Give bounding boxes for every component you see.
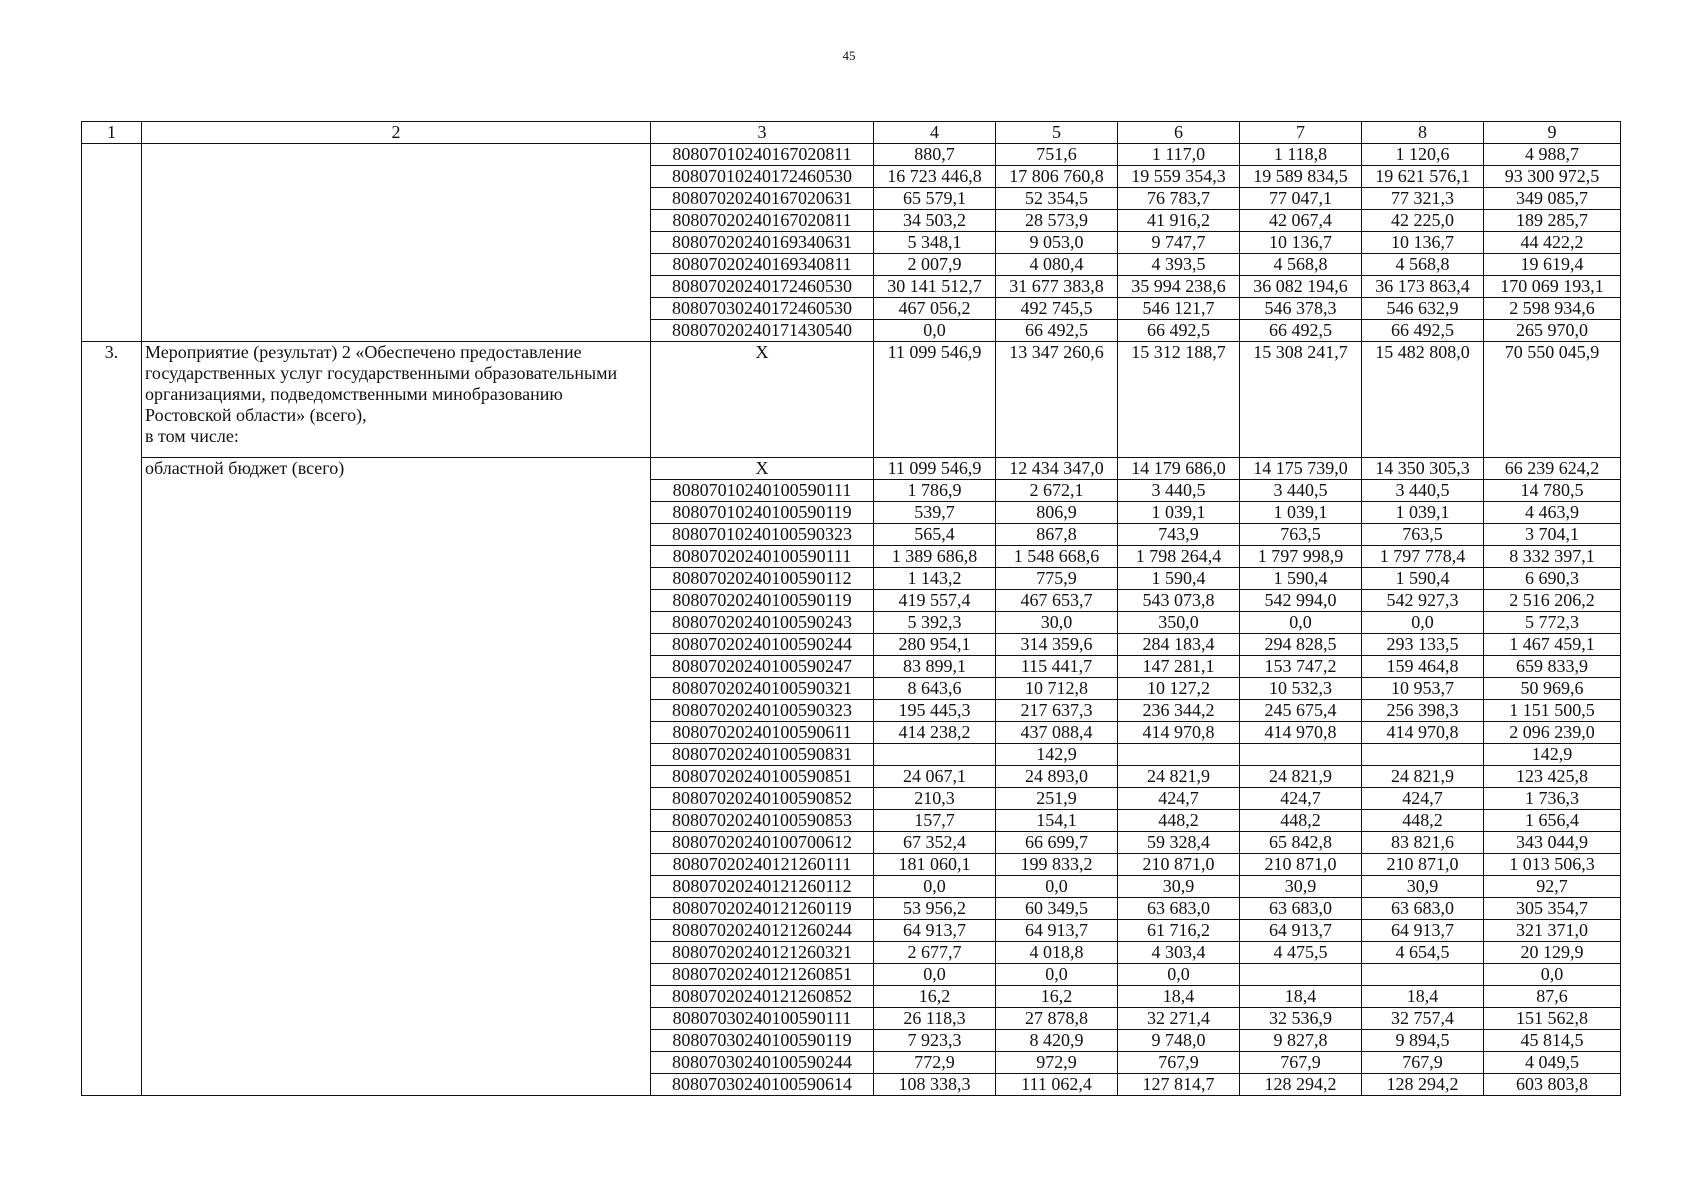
value-cell: 64 913,7 — [1362, 920, 1484, 942]
value-cell: 0,0 — [1118, 964, 1240, 986]
value-cell: 5 348,1 — [874, 232, 996, 254]
value-cell: 2 516 206,2 — [1484, 590, 1621, 612]
value-cell: 34 503,2 — [874, 210, 996, 232]
value-cell — [874, 744, 996, 766]
budget-code-cell: 80807020240121260852 — [651, 986, 874, 1008]
value-cell: 4 303,4 — [1118, 942, 1240, 964]
value-cell: 83 821,6 — [1362, 832, 1484, 854]
value-cell: 210,3 — [874, 788, 996, 810]
value-cell: 414 970,8 — [1362, 722, 1484, 744]
value-cell: 32 271,4 — [1118, 1008, 1240, 1030]
value-cell: 3 440,5 — [1362, 480, 1484, 502]
value-cell: 293 133,5 — [1362, 634, 1484, 656]
value-cell: 265 970,0 — [1484, 320, 1621, 342]
budget-code-cell: 80807020240121260244 — [651, 920, 874, 942]
value-cell: 0,0 — [874, 964, 996, 986]
value-cell: 1 656,4 — [1484, 810, 1621, 832]
value-cell: 7 923,3 — [874, 1030, 996, 1052]
value-cell: 83 899,1 — [874, 656, 996, 678]
column-header: 1 — [82, 122, 142, 144]
budget-code-cell: X — [651, 458, 874, 480]
budget-code-cell: 80807030240100590119 — [651, 1030, 874, 1052]
value-cell: 4 080,4 — [996, 254, 1118, 276]
value-cell: 2 598 934,6 — [1484, 298, 1621, 320]
value-cell: 70 550 045,9 — [1484, 342, 1621, 458]
value-cell: 321 371,0 — [1484, 920, 1621, 942]
value-cell: 437 088,4 — [996, 722, 1118, 744]
value-cell: 424,7 — [1118, 788, 1240, 810]
budget-code-cell: 80807020240100590111 — [651, 546, 874, 568]
value-cell: 1 117,0 — [1118, 144, 1240, 166]
value-cell: 17 806 760,8 — [996, 166, 1118, 188]
value-cell: 419 557,4 — [874, 590, 996, 612]
value-cell: 603 803,8 — [1484, 1074, 1621, 1096]
value-cell: 972,9 — [996, 1052, 1118, 1074]
value-cell: 10 136,7 — [1362, 232, 1484, 254]
value-cell: 12 434 347,0 — [996, 458, 1118, 480]
value-cell: 1 467 459,1 — [1484, 634, 1621, 656]
value-cell: 448,2 — [1118, 810, 1240, 832]
value-cell: 199 833,2 — [996, 854, 1118, 876]
value-cell: 0,0 — [996, 964, 1118, 986]
value-cell: 30,9 — [1362, 876, 1484, 898]
value-cell: 66 492,5 — [1240, 320, 1362, 342]
budget-code-cell: 80807020240121260321 — [651, 942, 874, 964]
value-cell: 1 118,8 — [1240, 144, 1362, 166]
budget-code-cell: 80807020240100590611 — [651, 722, 874, 744]
value-cell: 30 141 512,7 — [874, 276, 996, 298]
value-cell: 9 053,0 — [996, 232, 1118, 254]
value-cell: 16,2 — [996, 986, 1118, 1008]
budget-code-cell: 80807020240167020811 — [651, 210, 874, 232]
value-cell: 147 281,1 — [1118, 656, 1240, 678]
value-cell: 14 780,5 — [1484, 480, 1621, 502]
value-cell: 15 312 188,7 — [1118, 342, 1240, 458]
value-cell: 27 878,8 — [996, 1008, 1118, 1030]
value-cell: 128 294,2 — [1362, 1074, 1484, 1096]
measure-title-cell — [142, 342, 651, 458]
value-cell: 111 062,4 — [996, 1074, 1118, 1096]
value-cell: 66 492,5 — [1118, 320, 1240, 342]
value-cell: 123 425,8 — [1484, 766, 1621, 788]
page-number: 45 — [842, 48, 856, 63]
value-cell: 1 151 500,5 — [1484, 700, 1621, 722]
measure-title: Мероприятие (результат) 2 «Обеспечено предоставление государственных услуг государственными образовательными организациями, подведомственными минобразованию Ростовской области» (всего), — [145, 342, 618, 425]
value-cell: 66 492,5 — [1362, 320, 1484, 342]
value-cell: 772,9 — [874, 1052, 996, 1074]
budget-code-cell: 80807020240100590852 — [651, 788, 874, 810]
value-cell: 467 056,2 — [874, 298, 996, 320]
budget-code-cell: 80807010240167020811 — [651, 144, 874, 166]
value-cell: 1 786,9 — [874, 480, 996, 502]
value-cell: 93 300 972,5 — [1484, 166, 1621, 188]
value-cell: 743,9 — [1118, 524, 1240, 546]
value-cell: 414 970,8 — [1118, 722, 1240, 744]
value-cell: 65 579,1 — [874, 188, 996, 210]
value-cell: 115 441,7 — [996, 656, 1118, 678]
value-cell: 16 723 446,8 — [874, 166, 996, 188]
value-cell: 343 044,9 — [1484, 832, 1621, 854]
value-cell: 76 783,7 — [1118, 188, 1240, 210]
value-cell: 35 994 238,6 — [1118, 276, 1240, 298]
budget-code-cell: 80807030240100590111 — [651, 1008, 874, 1030]
value-cell: 0,0 — [874, 876, 996, 898]
budget-code-cell: 80807010240100590323 — [651, 524, 874, 546]
budget-code-cell: 80807020240100700612 — [651, 832, 874, 854]
value-cell: 36 082 194,6 — [1240, 276, 1362, 298]
value-cell: 448,2 — [1240, 810, 1362, 832]
value-cell: 19 619,4 — [1484, 254, 1621, 276]
value-cell: 15 482 808,0 — [1362, 342, 1484, 458]
budget-code-cell: 80807020240100590323 — [651, 700, 874, 722]
budget-code-cell: 80807020240167020631 — [651, 188, 874, 210]
value-cell — [1240, 964, 1362, 986]
value-cell: 806,9 — [996, 502, 1118, 524]
budget-code-cell: 80807020240100590321 — [651, 678, 874, 700]
value-cell: 31 677 383,8 — [996, 276, 1118, 298]
budget-code-cell: 80807020240121260851 — [651, 964, 874, 986]
row-number-cell — [82, 144, 142, 342]
measure-number: 3. — [82, 342, 142, 1096]
value-cell: 210 871,0 — [1362, 854, 1484, 876]
value-cell: 1 039,1 — [1362, 502, 1484, 524]
value-cell: 767,9 — [1118, 1052, 1240, 1074]
value-cell: 19 559 354,3 — [1118, 166, 1240, 188]
budget-code-cell: 80807020240100590119 — [651, 590, 874, 612]
value-cell: 543 073,8 — [1118, 590, 1240, 612]
budget-code-cell: 80807020240172460530 — [651, 276, 874, 298]
value-cell: 64 913,7 — [1240, 920, 1362, 942]
value-cell: 0,0 — [1240, 612, 1362, 634]
value-cell: 24 821,9 — [1240, 766, 1362, 788]
budget-code-cell: 80807020240100590112 — [651, 568, 874, 590]
value-cell: 284 183,4 — [1118, 634, 1240, 656]
budget-code-cell: 80807030240100590614 — [651, 1074, 874, 1096]
budget-code-cell: 80807020240121260112 — [651, 876, 874, 898]
value-cell: 92,7 — [1484, 876, 1621, 898]
value-cell: 157,7 — [874, 810, 996, 832]
value-cell: 11 099 546,9 — [874, 342, 996, 458]
value-cell: 127 814,7 — [1118, 1074, 1240, 1096]
regional-budget-row — [82, 458, 1621, 480]
value-cell: 542 927,3 — [1362, 590, 1484, 612]
column-header-row — [82, 122, 1621, 144]
value-cell: 1 143,2 — [874, 568, 996, 590]
value-cell: 867,8 — [996, 524, 1118, 546]
value-cell: 18,4 — [1118, 986, 1240, 1008]
value-cell: 41 916,2 — [1118, 210, 1240, 232]
value-cell: 2 096 239,0 — [1484, 722, 1621, 744]
description-cell — [142, 144, 651, 342]
value-cell: 1 039,1 — [1240, 502, 1362, 524]
value-cell: 5 392,3 — [874, 612, 996, 634]
value-cell: 4 988,7 — [1484, 144, 1621, 166]
value-cell: 30,9 — [1240, 876, 1362, 898]
value-cell: 63 683,0 — [1240, 898, 1362, 920]
value-cell: 159 464,8 — [1362, 656, 1484, 678]
column-header: 8 — [1362, 122, 1484, 144]
budget-code-cell: 80807030240172460530 — [651, 298, 874, 320]
value-cell: 9 747,7 — [1118, 232, 1240, 254]
value-cell: 77 321,3 — [1362, 188, 1484, 210]
budget-code-cell: 80807020240100590853 — [651, 810, 874, 832]
value-cell: 1 548 668,6 — [996, 546, 1118, 568]
value-cell: 189 285,7 — [1484, 210, 1621, 232]
column-header: 5 — [996, 122, 1118, 144]
budget-code-cell: 80807010240100590119 — [651, 502, 874, 524]
value-cell: 24 067,1 — [874, 766, 996, 788]
value-cell: 763,5 — [1362, 524, 1484, 546]
value-cell: 2 007,9 — [874, 254, 996, 276]
value-cell: 52 354,5 — [996, 188, 1118, 210]
value-cell: 14 175 739,0 — [1240, 458, 1362, 480]
value-cell: 170 069 193,1 — [1484, 276, 1621, 298]
value-cell: 66 492,5 — [996, 320, 1118, 342]
budget-code-cell: 80807020240100590243 — [651, 612, 874, 634]
value-cell: 11 099 546,9 — [874, 458, 996, 480]
value-cell: 2 677,7 — [874, 942, 996, 964]
value-cell: 8 643,6 — [874, 678, 996, 700]
value-cell: 305 354,7 — [1484, 898, 1621, 920]
value-cell: 61 716,2 — [1118, 920, 1240, 942]
value-cell: 256 398,3 — [1362, 700, 1484, 722]
value-cell: 217 637,3 — [996, 700, 1118, 722]
regional-budget-label: областной бюджет (всего) — [142, 458, 651, 1096]
value-cell: 1 590,4 — [1118, 568, 1240, 590]
value-cell: 181 060,1 — [874, 854, 996, 876]
value-cell: 659 833,9 — [1484, 656, 1621, 678]
value-cell: 775,9 — [996, 568, 1118, 590]
value-cell: 10 953,7 — [1362, 678, 1484, 700]
value-cell: 294 828,5 — [1240, 634, 1362, 656]
value-cell: 24 821,9 — [1362, 766, 1484, 788]
value-cell — [1118, 744, 1240, 766]
value-cell: 44 422,2 — [1484, 232, 1621, 254]
value-cell: 1 389 686,8 — [874, 546, 996, 568]
value-cell: 42 067,4 — [1240, 210, 1362, 232]
value-cell — [1362, 964, 1484, 986]
budget-code-cell: 80807020240100590244 — [651, 634, 874, 656]
value-cell: 1 797 778,4 — [1362, 546, 1484, 568]
value-cell: 3 704,1 — [1484, 524, 1621, 546]
budget-code-cell: 80807010240100590111 — [651, 480, 874, 502]
value-cell: 30,9 — [1118, 876, 1240, 898]
value-cell: 18,4 — [1362, 986, 1484, 1008]
value-cell: 24 893,0 — [996, 766, 1118, 788]
value-cell: 60 349,5 — [996, 898, 1118, 920]
value-cell: 195 445,3 — [874, 700, 996, 722]
value-cell: 151 562,8 — [1484, 1008, 1621, 1030]
value-cell: 28 573,9 — [996, 210, 1118, 232]
value-cell: 1 736,3 — [1484, 788, 1621, 810]
value-cell: 6 690,3 — [1484, 568, 1621, 590]
column-header: 9 — [1484, 122, 1621, 144]
value-cell: 8 420,9 — [996, 1030, 1118, 1052]
value-cell: 19 621 576,1 — [1362, 166, 1484, 188]
value-cell: 414 238,2 — [874, 722, 996, 744]
value-cell: 4 475,5 — [1240, 942, 1362, 964]
value-cell: 20 129,9 — [1484, 942, 1621, 964]
budget-code-cell: 80807020240169340631 — [651, 232, 874, 254]
measure-row — [82, 342, 1621, 458]
value-cell: 8 332 397,1 — [1484, 546, 1621, 568]
value-cell: 87,6 — [1484, 986, 1621, 1008]
value-cell: 142,9 — [1484, 744, 1621, 766]
column-header: 7 — [1240, 122, 1362, 144]
value-cell: 154,1 — [996, 810, 1118, 832]
value-cell: 546 121,7 — [1118, 298, 1240, 320]
value-cell: 9 894,5 — [1362, 1030, 1484, 1052]
value-cell: 1 120,6 — [1362, 144, 1484, 166]
value-cell: 210 871,0 — [1118, 854, 1240, 876]
value-cell: 314 359,6 — [996, 634, 1118, 656]
value-cell: 14 350 305,3 — [1362, 458, 1484, 480]
value-cell: 546 632,9 — [1362, 298, 1484, 320]
column-header: 6 — [1118, 122, 1240, 144]
value-cell: 67 352,4 — [874, 832, 996, 854]
value-cell: 4 568,8 — [1240, 254, 1362, 276]
value-cell: 153 747,2 — [1240, 656, 1362, 678]
value-cell: 245 675,4 — [1240, 700, 1362, 722]
budget-code-cell: X — [651, 342, 874, 458]
value-cell: 16,2 — [874, 986, 996, 1008]
value-cell: 0,0 — [1362, 612, 1484, 634]
value-cell: 3 440,5 — [1240, 480, 1362, 502]
value-cell: 236 344,2 — [1118, 700, 1240, 722]
value-cell: 1 797 998,9 — [1240, 546, 1362, 568]
value-cell: 0,0 — [1484, 964, 1621, 986]
value-cell: 546 378,3 — [1240, 298, 1362, 320]
value-cell: 10 712,8 — [996, 678, 1118, 700]
value-cell: 59 328,4 — [1118, 832, 1240, 854]
column-header: 4 — [874, 122, 996, 144]
value-cell: 4 463,9 — [1484, 502, 1621, 524]
value-cell: 767,9 — [1240, 1052, 1362, 1074]
value-cell: 349 085,7 — [1484, 188, 1621, 210]
value-cell: 32 536,9 — [1240, 1008, 1362, 1030]
table-row — [82, 144, 1621, 166]
value-cell: 350,0 — [1118, 612, 1240, 634]
value-cell: 10 136,7 — [1240, 232, 1362, 254]
value-cell: 4 568,8 — [1362, 254, 1484, 276]
value-cell — [1240, 744, 1362, 766]
value-cell: 1 590,4 — [1240, 568, 1362, 590]
value-cell: 45 814,5 — [1484, 1030, 1621, 1052]
value-cell: 42 225,0 — [1362, 210, 1484, 232]
value-cell: 36 173 863,4 — [1362, 276, 1484, 298]
budget-table — [81, 121, 1621, 1096]
budget-code-cell: 80807030240100590244 — [651, 1052, 874, 1074]
value-cell: 142,9 — [996, 744, 1118, 766]
value-cell: 66 239 624,2 — [1484, 458, 1621, 480]
value-cell: 128 294,2 — [1240, 1074, 1362, 1096]
value-cell: 767,9 — [1362, 1052, 1484, 1074]
value-cell: 448,2 — [1362, 810, 1484, 832]
value-cell: 50 969,6 — [1484, 678, 1621, 700]
value-cell: 880,7 — [874, 144, 996, 166]
value-cell: 4 393,5 — [1118, 254, 1240, 276]
value-cell: 9 748,0 — [1118, 1030, 1240, 1052]
value-cell: 2 672,1 — [996, 480, 1118, 502]
value-cell: 10 532,3 — [1240, 678, 1362, 700]
value-cell: 24 821,9 — [1118, 766, 1240, 788]
value-cell: 751,6 — [996, 144, 1118, 166]
value-cell: 542 994,0 — [1240, 590, 1362, 612]
value-cell: 64 913,7 — [874, 920, 996, 942]
value-cell: 251,9 — [996, 788, 1118, 810]
value-cell: 15 308 241,7 — [1240, 342, 1362, 458]
value-cell: 14 179 686,0 — [1118, 458, 1240, 480]
value-cell: 19 589 834,5 — [1240, 166, 1362, 188]
budget-code-cell: 80807020240169340811 — [651, 254, 874, 276]
value-cell: 66 699,7 — [996, 832, 1118, 854]
value-cell: 1 798 264,4 — [1118, 546, 1240, 568]
value-cell: 414 970,8 — [1240, 722, 1362, 744]
budget-code-cell: 80807020240171430540 — [651, 320, 874, 342]
value-cell: 53 956,2 — [874, 898, 996, 920]
value-cell — [1362, 744, 1484, 766]
value-cell: 5 772,3 — [1484, 612, 1621, 634]
value-cell: 0,0 — [996, 876, 1118, 898]
value-cell: 424,7 — [1240, 788, 1362, 810]
value-cell: 492 745,5 — [996, 298, 1118, 320]
value-cell: 1 013 506,3 — [1484, 854, 1621, 876]
column-header: 3 — [651, 122, 874, 144]
value-cell: 4 049,5 — [1484, 1052, 1621, 1074]
column-header: 2 — [142, 122, 651, 144]
table-body — [82, 122, 1621, 1096]
value-cell: 4 018,8 — [996, 942, 1118, 964]
value-cell: 539,7 — [874, 502, 996, 524]
value-cell: 30,0 — [996, 612, 1118, 634]
value-cell: 1 039,1 — [1118, 502, 1240, 524]
value-cell: 565,4 — [874, 524, 996, 546]
value-cell: 0,0 — [874, 320, 996, 342]
budget-code-cell: 80807020240100590851 — [651, 766, 874, 788]
budget-code-cell: 80807020240100590831 — [651, 744, 874, 766]
value-cell: 763,5 — [1240, 524, 1362, 546]
value-cell: 3 440,5 — [1118, 480, 1240, 502]
value-cell: 63 683,0 — [1118, 898, 1240, 920]
value-cell: 280 954,1 — [874, 634, 996, 656]
budget-code-cell: 80807020240100590247 — [651, 656, 874, 678]
value-cell: 467 653,7 — [996, 590, 1118, 612]
budget-code-cell: 80807010240172460530 — [651, 166, 874, 188]
budget-code-cell: 80807020240121260111 — [651, 854, 874, 876]
measure-subtitle: в том числе: — [145, 426, 239, 446]
value-cell: 32 757,4 — [1362, 1008, 1484, 1030]
value-cell: 13 347 260,6 — [996, 342, 1118, 458]
value-cell: 1 590,4 — [1362, 568, 1484, 590]
value-cell: 63 683,0 — [1362, 898, 1484, 920]
value-cell: 9 827,8 — [1240, 1030, 1362, 1052]
value-cell: 424,7 — [1362, 788, 1484, 810]
value-cell: 64 913,7 — [996, 920, 1118, 942]
value-cell: 18,4 — [1240, 986, 1362, 1008]
value-cell: 4 654,5 — [1362, 942, 1484, 964]
value-cell: 77 047,1 — [1240, 188, 1362, 210]
budget-code-cell: 80807020240121260119 — [651, 898, 874, 920]
value-cell: 210 871,0 — [1240, 854, 1362, 876]
value-cell: 65 842,8 — [1240, 832, 1362, 854]
value-cell: 108 338,3 — [874, 1074, 996, 1096]
value-cell: 26 118,3 — [874, 1008, 996, 1030]
value-cell: 10 127,2 — [1118, 678, 1240, 700]
